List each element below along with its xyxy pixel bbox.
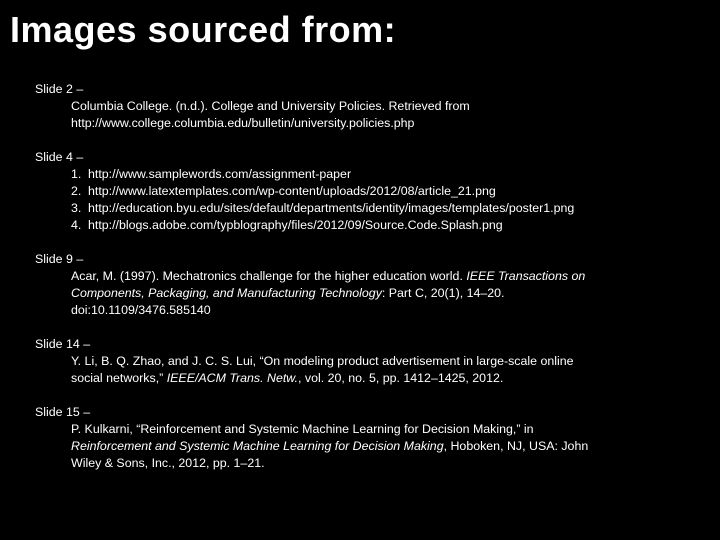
list-item-number: 2. (71, 184, 82, 198)
slide-9-citation-line-1 (35, 268, 705, 285)
list-item (35, 200, 705, 217)
book-title: Reinforcement and Systemic Machine Learning for Decision Making (71, 439, 444, 453)
slide-4-label: Slide 4 – (35, 150, 84, 164)
citation-text: social networks,” (71, 371, 167, 385)
slide-9-citation-line-2 (35, 285, 705, 302)
citation-text: : Part C, 20(1), 14–20. (381, 286, 505, 300)
journal-title: IEEE/ACM Trans. Netw. (166, 371, 298, 385)
list-item-url: http://blogs.adobe.com/typblography/files/2012/09/Source.Code.Splash.png (88, 218, 503, 232)
slide-15-citation-line-3: Wiley & Sons, Inc., 2012, pp. 1–21. (71, 456, 265, 470)
journal-title: IEEE Transactions on (466, 269, 586, 283)
slide-14-citation-line-2 (35, 370, 705, 387)
list-item (35, 166, 705, 183)
slide-4-url-list (35, 166, 705, 234)
slide-4-reference (35, 149, 705, 234)
list-item (35, 183, 705, 200)
citation-text: , Hoboken, NJ, USA: John (443, 439, 589, 453)
list-item-url: http://education.byu.edu/sites/default/departments/identity/images/templates/poster1.png (88, 201, 575, 215)
list-item-number: 1. (71, 167, 82, 181)
slide-15-citation-line-2 (35, 438, 705, 455)
slide-9-reference (35, 251, 705, 319)
slide-14-label: Slide 14 – (35, 337, 91, 351)
page-title: Images sourced from: (10, 9, 397, 50)
slide-15-citation-line-1: P. Kulkarni, “Reinforcement and Systemic Machine Learning for Decision Making,” in (71, 422, 534, 436)
slide-2-citation-line-1: Columbia College. (n.d.). College and University Policies. Retrieved from (71, 99, 470, 113)
slide-2-label: Slide 2 – (35, 82, 84, 96)
list-item (35, 217, 705, 234)
slide-9-citation-line-3: doi:10.1109/3476.585140 (71, 303, 211, 317)
journal-title: Components, Packaging, and Manufacturing Technology (71, 286, 382, 300)
slide-2-reference (35, 81, 705, 132)
references-list (35, 81, 705, 489)
slide-14-citation-line-1: Y. Li, B. Q. Zhao, and J. C. S. Lui, “On modeling product advertisement in large-scale online (71, 354, 574, 368)
list-item-number: 3. (71, 201, 82, 215)
slide-2-citation-line-2: http://www.college.columbia.edu/bulletin/university.policies.php (71, 116, 415, 130)
slide-14-reference (35, 336, 705, 387)
list-item-url: http://www.samplewords.com/assignment-paper (88, 167, 352, 181)
citation-text: , vol. 20, no. 5, pp. 1412–1425, 2012. (298, 371, 504, 385)
slide-15-label: Slide 15 – (35, 405, 91, 419)
citation-text: Acar, M. (1997). Mechatronics challenge for the higher education world. (71, 269, 467, 283)
slide-9-label: Slide 9 – (35, 252, 84, 266)
slide-15-reference (35, 404, 705, 472)
list-item-number: 4. (71, 218, 82, 232)
list-item-url: http://www.latextemplates.com/wp-content/uploads/2012/08/article_21.png (88, 184, 496, 198)
